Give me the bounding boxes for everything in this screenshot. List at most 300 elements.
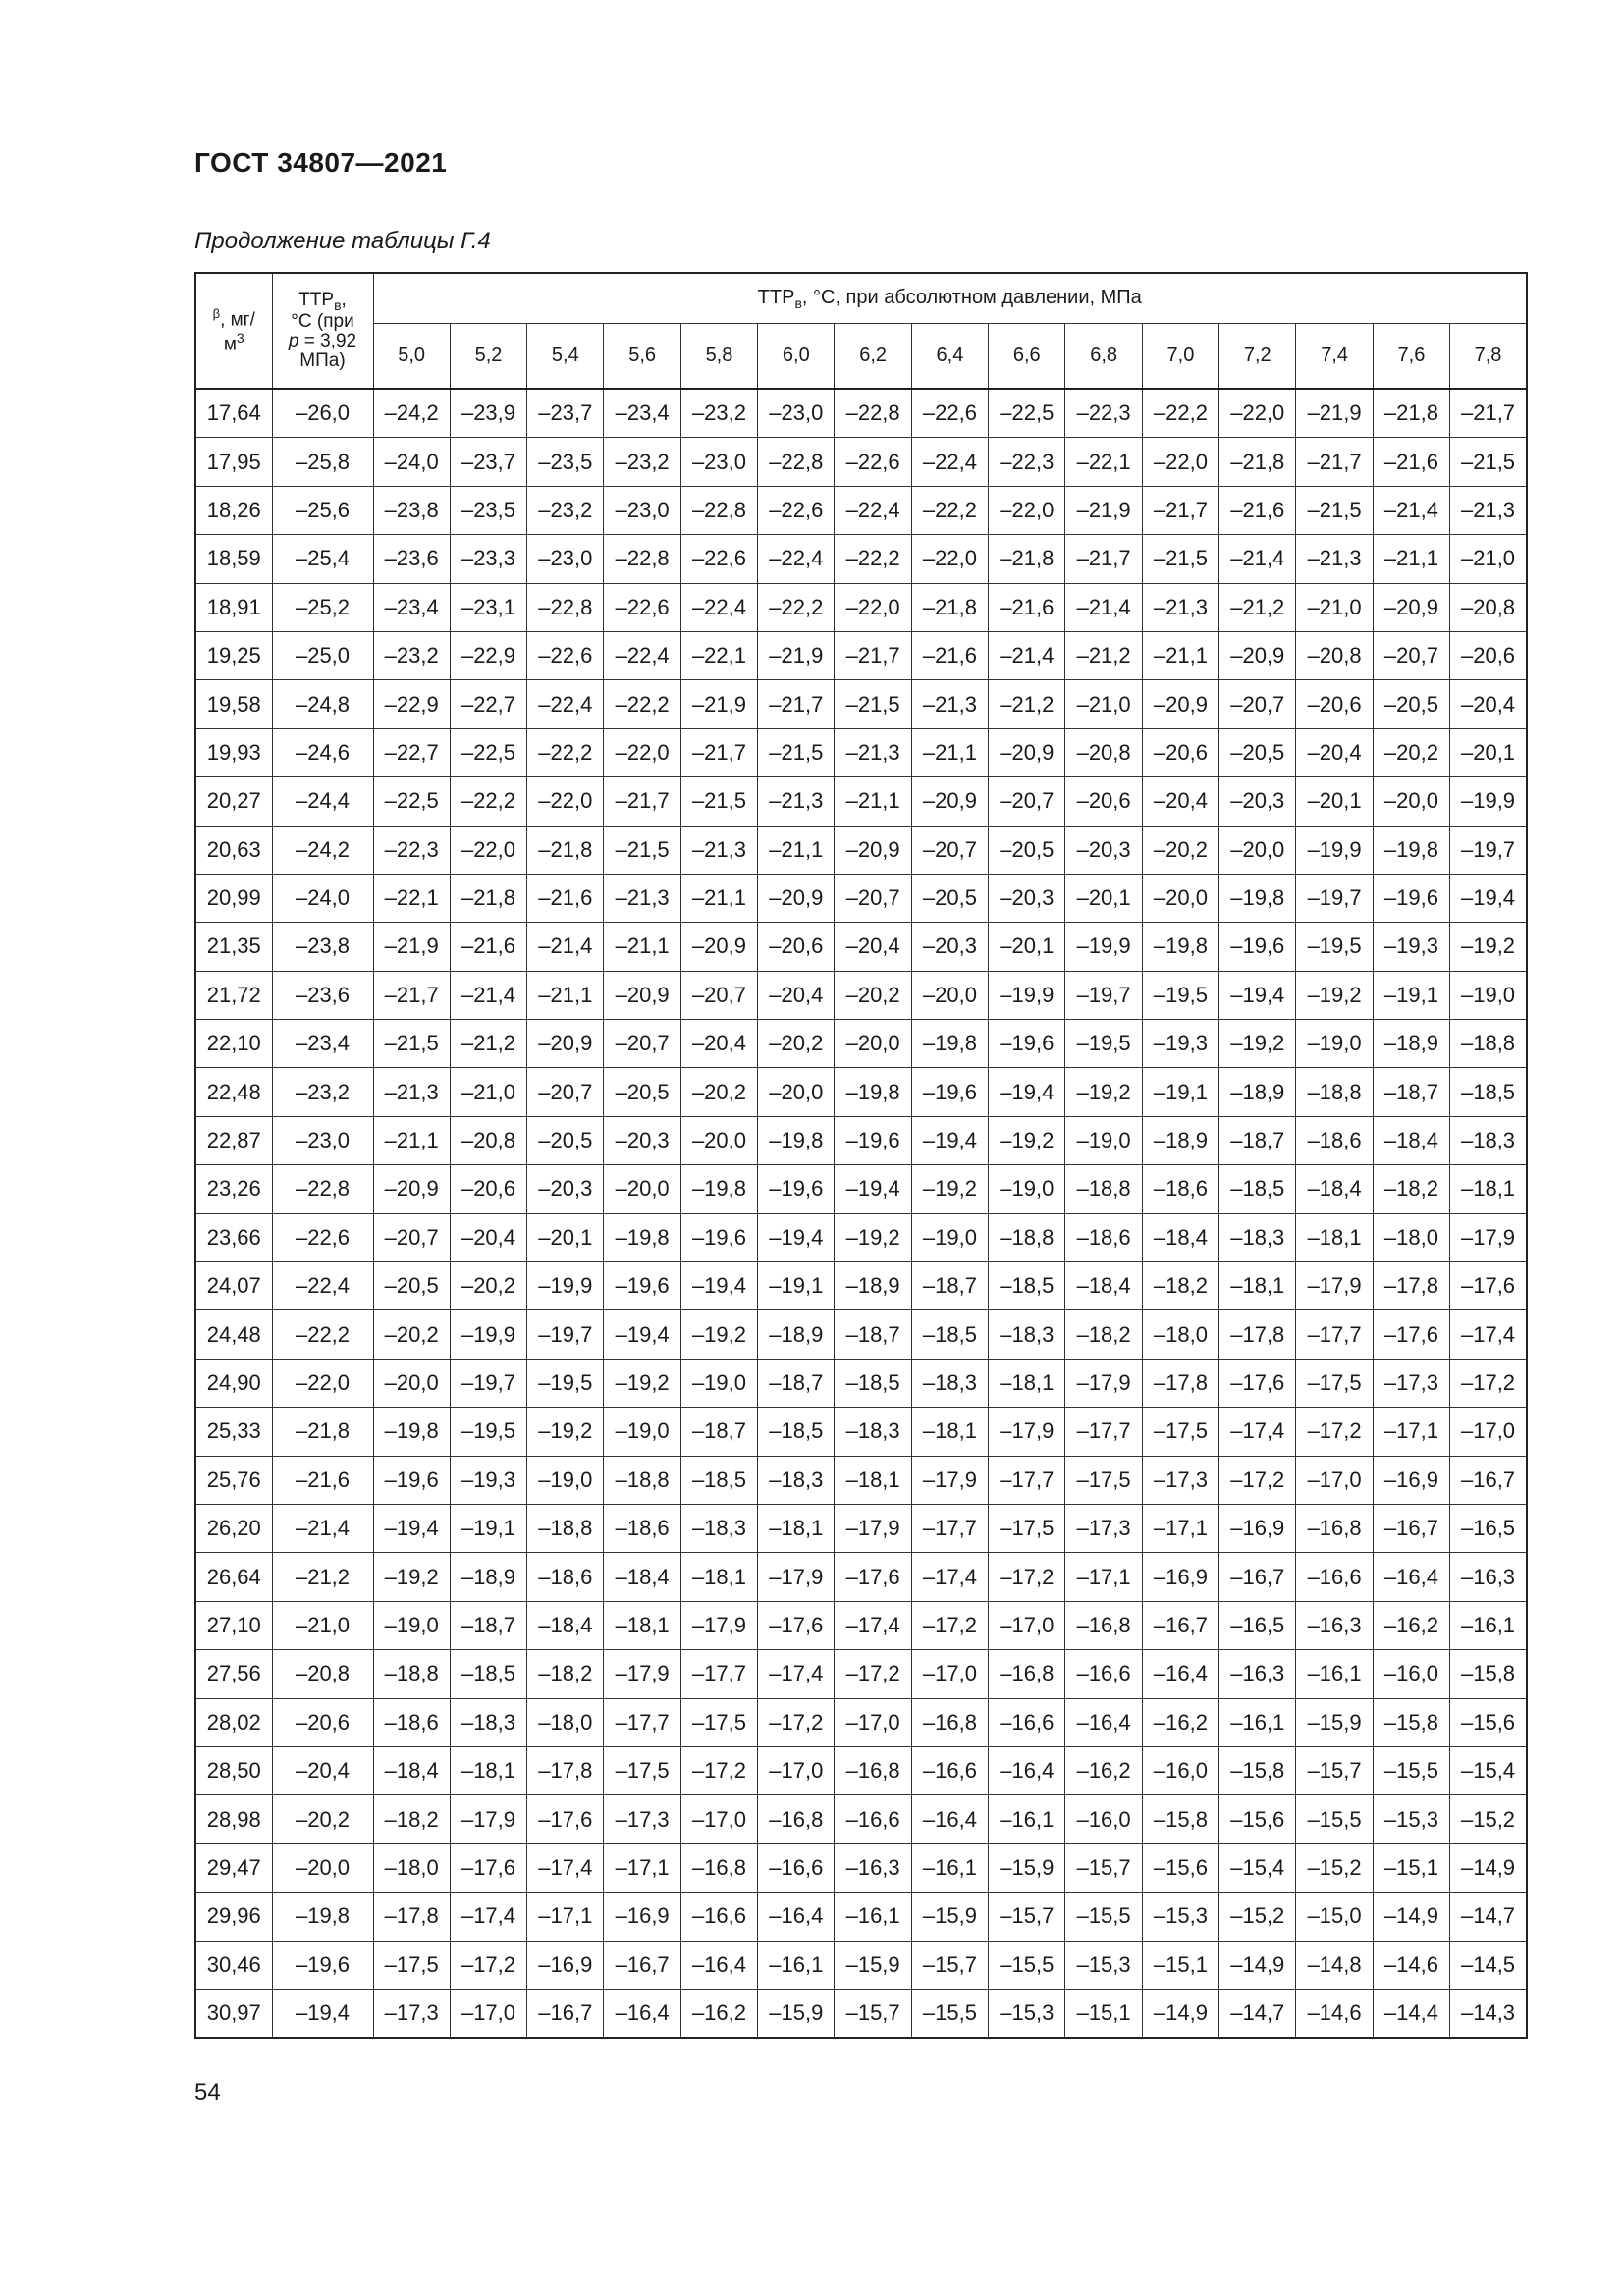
header-pressure: 7,6 <box>1373 324 1449 390</box>
cell-value: –18,4 <box>1065 1262 1142 1310</box>
cell-ttr-reference: –23,6 <box>272 971 373 1019</box>
cell-value: –18,3 <box>989 1310 1065 1359</box>
cell-value: –16,8 <box>758 1795 835 1843</box>
cell-value: –15,6 <box>1450 1698 1527 1746</box>
header-pressure: 7,8 <box>1450 324 1527 390</box>
header-ttr-reference <box>272 273 373 389</box>
cell-value: –20,9 <box>1219 631 1296 679</box>
cell-value: –18,8 <box>604 1456 680 1504</box>
cell-value: –16,0 <box>1373 1650 1449 1698</box>
cell-value: –17,5 <box>1296 1359 1373 1407</box>
cell-value: –18,5 <box>835 1359 911 1407</box>
cell-value: –20,3 <box>989 874 1065 922</box>
cell-value: –17,2 <box>1450 1359 1527 1407</box>
cell-value: –15,1 <box>1142 1941 1218 1989</box>
cell-value: –16,2 <box>1065 1746 1142 1794</box>
cell-value: –19,2 <box>680 1310 757 1359</box>
cell-value: –18,5 <box>1219 1165 1296 1213</box>
cell-value: –18,6 <box>527 1553 604 1601</box>
cell-value: –19,2 <box>1219 1020 1296 1068</box>
group-label: ТТР <box>757 286 795 308</box>
cell-value: –18,4 <box>1373 1116 1449 1164</box>
table-row <box>195 535 1527 583</box>
header-row-1 <box>195 273 1527 324</box>
table-row <box>195 874 1527 922</box>
table-row <box>195 438 1527 486</box>
cell-value: –20,6 <box>1142 728 1218 776</box>
cell-beta: 19,58 <box>195 680 272 728</box>
cell-value: –17,3 <box>604 1795 680 1843</box>
cell-value: –21,3 <box>680 826 757 874</box>
cell-value: –19,4 <box>1219 971 1296 1019</box>
cell-value: –20,6 <box>1296 680 1373 728</box>
table-row <box>195 1650 1527 1698</box>
cell-value: –17,4 <box>911 1553 988 1601</box>
cell-value: –18,8 <box>1296 1068 1373 1116</box>
cell-value: –17,6 <box>758 1601 835 1649</box>
cell-value: –18,1 <box>758 1504 835 1552</box>
cell-value: –15,3 <box>1142 1893 1218 1941</box>
cell-value: –18,3 <box>911 1359 988 1407</box>
cell-ttr-reference: –22,0 <box>272 1359 373 1407</box>
cell-value: –16,9 <box>1142 1553 1218 1601</box>
cell-value: –18,4 <box>527 1601 604 1649</box>
cell-value: –21,7 <box>1450 389 1527 438</box>
cell-beta: 21,35 <box>195 923 272 971</box>
cell-value: –19,8 <box>911 1020 988 1068</box>
header-pressure: 5,8 <box>680 324 757 390</box>
cell-value: –20,0 <box>373 1359 450 1407</box>
cell-value: –18,7 <box>1373 1068 1449 1116</box>
cell-value: –19,7 <box>1065 971 1142 1019</box>
cell-value: –16,6 <box>911 1746 988 1794</box>
cell-value: –14,9 <box>1450 1843 1527 1892</box>
cell-value: –21,5 <box>1296 486 1373 534</box>
cell-value: –18,3 <box>1450 1116 1527 1164</box>
cell-beta: 30,97 <box>195 1989 272 2038</box>
cell-value: –17,9 <box>835 1504 911 1552</box>
cell-value: –19,3 <box>450 1456 526 1504</box>
cell-value: –21,1 <box>1373 535 1449 583</box>
cell-value: –15,6 <box>1219 1795 1296 1843</box>
cell-beta: 18,26 <box>195 486 272 534</box>
table-body <box>195 389 1527 2038</box>
cell-value: –18,3 <box>758 1456 835 1504</box>
cell-value: –17,6 <box>450 1843 526 1892</box>
cell-value: –21,6 <box>450 923 526 971</box>
cell-value: –16,7 <box>1373 1504 1449 1552</box>
cell-value: –23,2 <box>604 438 680 486</box>
cell-value: –21,4 <box>450 971 526 1019</box>
cell-value: –20,3 <box>1065 826 1142 874</box>
cell-value: –20,8 <box>450 1116 526 1164</box>
cell-ttr-reference: –19,8 <box>272 1893 373 1941</box>
cell-value: –19,4 <box>1450 874 1527 922</box>
cell-value: –19,6 <box>1219 923 1296 971</box>
table-row <box>195 971 1527 1019</box>
table-row <box>195 1746 1527 1794</box>
cell-value: –22,9 <box>373 680 450 728</box>
cell-value: –21,3 <box>1142 583 1218 631</box>
data-table <box>194 272 1528 2039</box>
cell-value: –14,6 <box>1296 1989 1373 2038</box>
header-pressure: 6,2 <box>835 324 911 390</box>
cell-value: –18,0 <box>1142 1310 1218 1359</box>
cell-value: –20,9 <box>1373 583 1449 631</box>
cell-value: –20,9 <box>1142 680 1218 728</box>
cell-value: –19,0 <box>911 1213 988 1261</box>
cell-value: –20,0 <box>911 971 988 1019</box>
cell-value: –20,9 <box>989 728 1065 776</box>
cell-value: –18,6 <box>1065 1213 1142 1261</box>
cell-value: –22,2 <box>450 777 526 826</box>
cell-value: –16,3 <box>1296 1601 1373 1649</box>
cell-value: –23,6 <box>373 535 450 583</box>
cell-value: –19,5 <box>450 1408 526 1456</box>
cell-value: –17,7 <box>1296 1310 1373 1359</box>
cell-value: –17,0 <box>680 1795 757 1843</box>
cell-value: –18,6 <box>604 1504 680 1552</box>
cell-value: –18,2 <box>373 1795 450 1843</box>
cell-value: –22,2 <box>527 728 604 776</box>
table-row <box>195 1213 1527 1261</box>
cell-value: –19,0 <box>1065 1116 1142 1164</box>
cell-value: –19,8 <box>1373 826 1449 874</box>
cell-value: –17,0 <box>758 1746 835 1794</box>
cell-value: –18,9 <box>1219 1068 1296 1116</box>
cell-value: –20,3 <box>911 923 988 971</box>
cell-value: –16,6 <box>989 1698 1065 1746</box>
cell-value: –19,5 <box>1296 923 1373 971</box>
cell-value: –15,9 <box>835 1941 911 1989</box>
cell-beta: 22,48 <box>195 1068 272 1116</box>
cell-value: –19,5 <box>527 1359 604 1407</box>
cell-value: –20,0 <box>1219 826 1296 874</box>
cell-value: –22,0 <box>1142 438 1218 486</box>
cell-value: –21,9 <box>758 631 835 679</box>
cell-value: –24,0 <box>373 438 450 486</box>
cell-ttr-reference: –20,8 <box>272 1650 373 1698</box>
cell-value: –17,6 <box>1219 1359 1296 1407</box>
cell-value: –22,0 <box>604 728 680 776</box>
cell-value: –21,9 <box>1065 486 1142 534</box>
cell-beta: 18,91 <box>195 583 272 631</box>
cell-value: –20,0 <box>680 1116 757 1164</box>
cell-value: –20,2 <box>758 1020 835 1068</box>
table-row <box>195 583 1527 631</box>
cell-ttr-reference: –21,4 <box>272 1504 373 1552</box>
table-row <box>195 923 1527 971</box>
cell-value: –18,0 <box>1373 1213 1449 1261</box>
cell-value: –18,6 <box>1296 1116 1373 1164</box>
cell-value: –21,4 <box>527 923 604 971</box>
cell-value: –14,7 <box>1219 1989 1296 2038</box>
cell-value: –21,5 <box>373 1020 450 1068</box>
cell-value: –16,6 <box>680 1893 757 1941</box>
cell-value: –23,7 <box>527 389 604 438</box>
cell-beta: 29,96 <box>195 1893 272 1941</box>
header-pressure: 6,8 <box>1065 324 1142 390</box>
cell-value: –18,1 <box>911 1408 988 1456</box>
cell-value: –17,5 <box>1142 1408 1218 1456</box>
cell-value: –22,7 <box>450 680 526 728</box>
cell-value: –19,8 <box>1219 874 1296 922</box>
cell-value: –21,3 <box>373 1068 450 1116</box>
beta-symbol: β <box>212 306 221 322</box>
cell-value: –16,1 <box>1219 1698 1296 1746</box>
cell-value: –19,0 <box>1296 1020 1373 1068</box>
cell-value: –22,1 <box>1065 438 1142 486</box>
cell-value: –20,4 <box>450 1213 526 1261</box>
cell-value: –16,9 <box>1373 1456 1449 1504</box>
cell-value: –21,6 <box>527 874 604 922</box>
table-row <box>195 631 1527 679</box>
cell-value: –17,5 <box>604 1746 680 1794</box>
cell-value: –16,4 <box>911 1795 988 1843</box>
cell-ttr-reference: –24,6 <box>272 728 373 776</box>
cell-value: –16,7 <box>1450 1456 1527 1504</box>
cell-value: –19,4 <box>989 1068 1065 1116</box>
cell-beta: 17,64 <box>195 389 272 438</box>
cell-value: –22,6 <box>680 535 757 583</box>
cell-value: –21,7 <box>758 680 835 728</box>
cell-value: –19,6 <box>604 1262 680 1310</box>
cell-ttr-reference: –21,2 <box>272 1553 373 1601</box>
cell-value: –22,4 <box>835 486 911 534</box>
cell-value: –22,3 <box>1065 389 1142 438</box>
cell-ttr-reference: –22,6 <box>272 1213 373 1261</box>
cell-value: –21,7 <box>1296 438 1373 486</box>
cell-value: –20,6 <box>1450 631 1527 679</box>
cell-value: –20,7 <box>1219 680 1296 728</box>
cell-beta: 24,07 <box>195 1262 272 1310</box>
cell-value: –17,6 <box>1373 1310 1449 1359</box>
header-pressure: 5,4 <box>527 324 604 390</box>
cell-value: –15,9 <box>758 1989 835 2038</box>
header-pressure: 5,2 <box>450 324 526 390</box>
cell-value: –19,6 <box>911 1068 988 1116</box>
cell-value: –21,3 <box>911 680 988 728</box>
cell-value: –19,9 <box>450 1310 526 1359</box>
cell-value: –23,2 <box>373 631 450 679</box>
cell-value: –19,8 <box>1142 923 1218 971</box>
cell-value: –21,1 <box>604 923 680 971</box>
cell-value: –17,3 <box>1373 1359 1449 1407</box>
table-row <box>195 1456 1527 1504</box>
cell-value: –21,1 <box>527 971 604 1019</box>
cell-beta: 21,72 <box>195 971 272 1019</box>
cell-value: –22,8 <box>680 486 757 534</box>
cell-value: –21,7 <box>604 777 680 826</box>
cell-beta: 27,56 <box>195 1650 272 1698</box>
cell-value: –16,9 <box>604 1893 680 1941</box>
cell-beta: 27,10 <box>195 1601 272 1649</box>
cell-beta: 26,64 <box>195 1553 272 1601</box>
cell-value: –18,1 <box>989 1359 1065 1407</box>
cell-value: –21,0 <box>450 1068 526 1116</box>
cell-value: –16,7 <box>604 1941 680 1989</box>
cell-ttr-reference: –22,2 <box>272 1310 373 1359</box>
cell-value: –17,1 <box>1373 1408 1449 1456</box>
cell-value: –18,2 <box>527 1650 604 1698</box>
table-row <box>195 1020 1527 1068</box>
cell-value: –19,4 <box>680 1262 757 1310</box>
cell-value: –20,6 <box>758 923 835 971</box>
cell-value: –15,7 <box>835 1989 911 2038</box>
cell-value: –19,0 <box>373 1601 450 1649</box>
cell-value: –21,8 <box>989 535 1065 583</box>
cell-value: –15,8 <box>1373 1698 1449 1746</box>
cell-value: –22,6 <box>758 486 835 534</box>
cell-value: –17,2 <box>989 1553 1065 1601</box>
cell-value: –15,1 <box>1065 1989 1142 2038</box>
cell-value: –20,7 <box>527 1068 604 1116</box>
table-row <box>195 1941 1527 1989</box>
cell-ttr-reference: –19,6 <box>272 1941 373 1989</box>
cell-value: –16,1 <box>835 1893 911 1941</box>
ttr-line4: МПа) <box>299 350 346 372</box>
cell-value: –16,1 <box>758 1941 835 1989</box>
cell-value: –16,9 <box>1219 1504 1296 1552</box>
cell-value: –17,1 <box>1142 1504 1218 1552</box>
cell-value: –17,0 <box>835 1698 911 1746</box>
cell-value: –18,3 <box>450 1698 526 1746</box>
cell-value: –15,7 <box>1065 1843 1142 1892</box>
header-pressure: 7,4 <box>1296 324 1373 390</box>
cell-value: –21,7 <box>1142 486 1218 534</box>
table-row <box>195 1989 1527 2038</box>
cell-value: –20,9 <box>911 777 988 826</box>
ttr-subscript: в <box>334 296 342 313</box>
cell-value: –17,9 <box>989 1408 1065 1456</box>
cell-value: –18,2 <box>1065 1310 1142 1359</box>
cell-value: –20,6 <box>1065 777 1142 826</box>
cell-value: –17,5 <box>680 1698 757 1746</box>
cell-value: –16,5 <box>1450 1504 1527 1552</box>
cell-value: –23,5 <box>450 486 526 534</box>
header-pressure-group <box>373 273 1527 324</box>
cell-value: –19,9 <box>527 1262 604 1310</box>
cell-value: –16,8 <box>835 1746 911 1794</box>
cell-beta: 19,93 <box>195 728 272 776</box>
cell-ttr-reference: –23,4 <box>272 1020 373 1068</box>
cell-ttr-reference: –22,4 <box>272 1262 373 1310</box>
cell-value: –23,2 <box>680 389 757 438</box>
table-row <box>195 826 1527 874</box>
cell-value: –19,2 <box>1065 1068 1142 1116</box>
cell-value: –20,7 <box>1373 631 1449 679</box>
cell-value: –16,7 <box>1142 1601 1218 1649</box>
cell-value: –22,2 <box>1142 389 1218 438</box>
cell-value: –16,2 <box>1373 1601 1449 1649</box>
cell-value: –23,7 <box>450 438 526 486</box>
table-row <box>195 1698 1527 1746</box>
cell-value: –18,0 <box>373 1843 450 1892</box>
cell-value: –19,6 <box>758 1165 835 1213</box>
cell-value: –20,2 <box>1142 826 1218 874</box>
table-row <box>195 1262 1527 1310</box>
cell-value: –16,0 <box>1065 1795 1142 1843</box>
cell-value: –17,9 <box>1450 1213 1527 1261</box>
cell-value: –14,3 <box>1450 1989 1527 2038</box>
table-row <box>195 777 1527 826</box>
cell-value: –20,4 <box>1142 777 1218 826</box>
cell-beta: 28,02 <box>195 1698 272 1746</box>
cell-beta: 18,59 <box>195 535 272 583</box>
page-number: 54 <box>194 2079 221 2106</box>
cell-value: –19,1 <box>1142 1068 1218 1116</box>
cell-value: –23,5 <box>527 438 604 486</box>
cell-value: –16,1 <box>1450 1601 1527 1649</box>
cell-value: –23,0 <box>680 438 757 486</box>
cell-value: –15,4 <box>1450 1746 1527 1794</box>
cell-value: –18,2 <box>1373 1165 1449 1213</box>
cell-value: –17,5 <box>1065 1456 1142 1504</box>
cell-beta: 20,63 <box>195 826 272 874</box>
cell-value: –20,5 <box>989 826 1065 874</box>
cell-value: –17,1 <box>1065 1553 1142 1601</box>
cell-value: –19,2 <box>527 1408 604 1456</box>
cell-value: –20,2 <box>373 1310 450 1359</box>
cell-ttr-reference: –24,0 <box>272 874 373 922</box>
cell-value: –20,5 <box>373 1262 450 1310</box>
cell-value: –15,8 <box>1450 1650 1527 1698</box>
cell-value: –18,8 <box>1065 1165 1142 1213</box>
table-row <box>195 728 1527 776</box>
cell-value: –16,3 <box>1219 1650 1296 1698</box>
cell-value: –18,5 <box>911 1310 988 1359</box>
cell-value: –18,4 <box>1142 1213 1218 1261</box>
cell-value: –15,0 <box>1296 1893 1373 1941</box>
cell-value: –20,3 <box>527 1165 604 1213</box>
cell-value: –15,1 <box>1373 1843 1449 1892</box>
cell-value: –17,0 <box>1450 1408 1527 1456</box>
cell-value: –15,9 <box>911 1893 988 1941</box>
cell-value: –22,1 <box>373 874 450 922</box>
cell-ttr-reference: –26,0 <box>272 389 373 438</box>
cell-value: –22,0 <box>1219 389 1296 438</box>
cell-beta: 20,27 <box>195 777 272 826</box>
cell-value: –21,2 <box>1219 583 1296 631</box>
cell-value: –17,9 <box>604 1650 680 1698</box>
table-row <box>195 1795 1527 1843</box>
table-caption: Продолжение таблицы Г.4 <box>194 228 491 254</box>
cell-value: –19,0 <box>604 1408 680 1456</box>
cell-value: –19,6 <box>373 1456 450 1504</box>
cell-value: –20,6 <box>450 1165 526 1213</box>
cell-value: –15,5 <box>1065 1893 1142 1941</box>
cell-value: –18,9 <box>758 1310 835 1359</box>
cell-beta: 22,87 <box>195 1116 272 1164</box>
table-row <box>195 1068 1527 1116</box>
cell-value: –20,1 <box>527 1213 604 1261</box>
cell-value: –21,4 <box>1373 486 1449 534</box>
cell-value: –21,3 <box>835 728 911 776</box>
cell-value: –16,6 <box>1065 1650 1142 1698</box>
cell-value: –17,8 <box>527 1746 604 1794</box>
cell-value: –18,9 <box>450 1553 526 1601</box>
cell-value: –19,9 <box>1296 826 1373 874</box>
cell-value: –21,2 <box>450 1020 526 1068</box>
cell-value: –17,2 <box>450 1941 526 1989</box>
cell-value: –21,7 <box>1065 535 1142 583</box>
cell-beta: 17,95 <box>195 438 272 486</box>
cell-value: –21,1 <box>758 826 835 874</box>
cell-value: –16,6 <box>758 1843 835 1892</box>
cell-value: –20,7 <box>680 971 757 1019</box>
cell-value: –18,1 <box>1450 1165 1527 1213</box>
cell-beta: 28,50 <box>195 1746 272 1794</box>
